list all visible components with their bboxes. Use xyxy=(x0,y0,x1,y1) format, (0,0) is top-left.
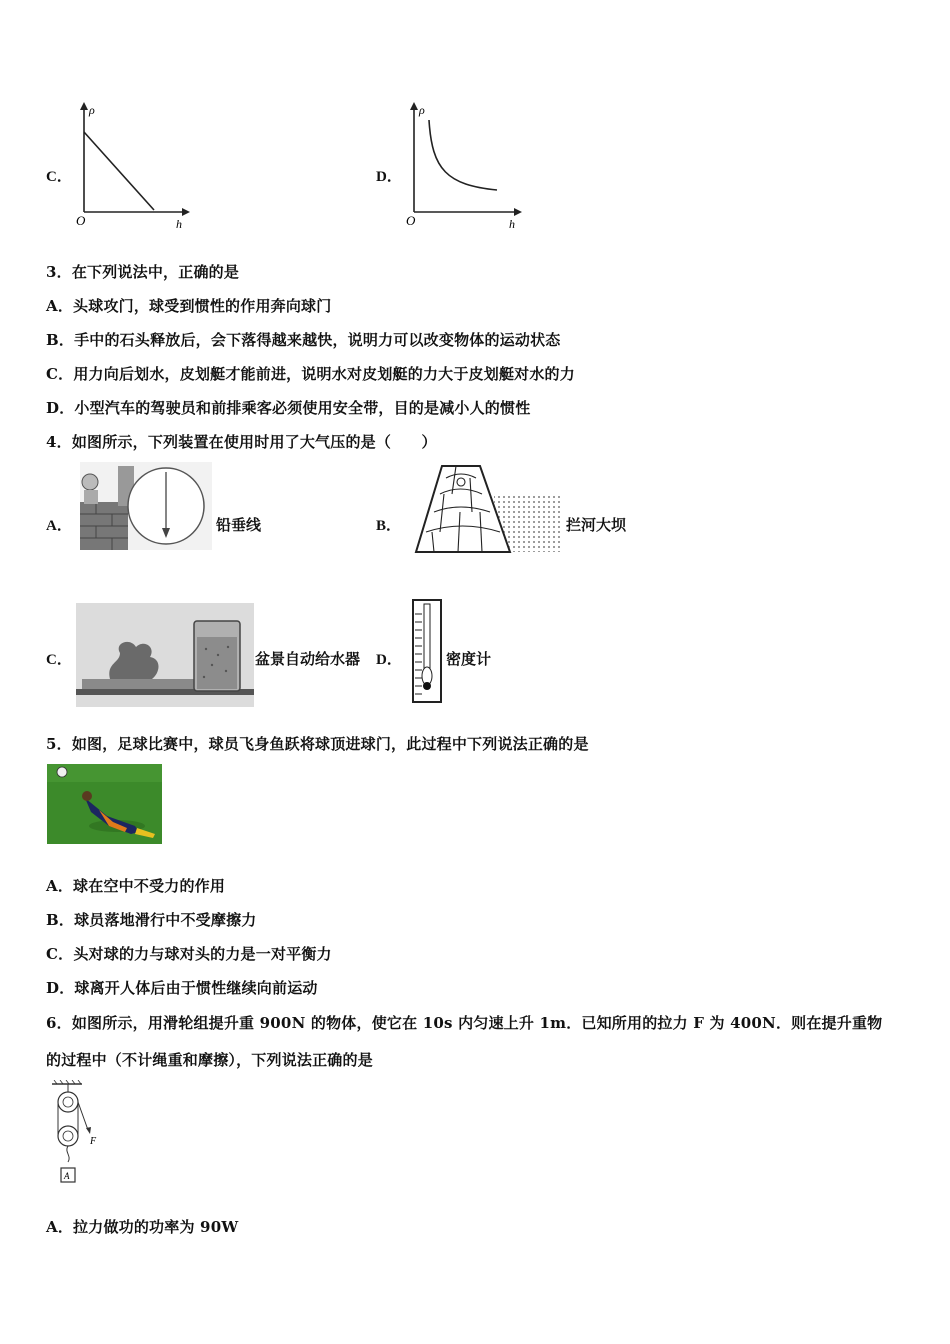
x-axis-arrow xyxy=(182,208,190,216)
q5-option-a: A．球在空中不受力的作用 xyxy=(46,877,226,895)
q3-option-a: A．头球攻门，球受到惯性的作用奔向球门 xyxy=(46,297,332,315)
q4-option-b-caption: 拦河大坝 xyxy=(566,516,627,534)
x-axis-arrow xyxy=(514,208,522,216)
y-axis-arrow xyxy=(410,102,418,110)
movable-pulley xyxy=(58,1126,78,1146)
q4-stem: 4．如图所示，下列装置在使用时用了大气压的是（ ） xyxy=(46,433,437,451)
weight-label: A xyxy=(64,1171,70,1181)
q4-option-a-caption: 铅垂线 xyxy=(216,516,262,534)
q5-option-c: C．头对球的力与球对头的力是一对平衡力 xyxy=(46,945,332,963)
fixed-pulley xyxy=(58,1092,78,1112)
q6-stem-line1: 6．如图所示，用滑轮组提升重 900N 的物体，使它在 10s 内匀速上升 1m．已知所用的拉力 F 为 400N．则在提升重物 xyxy=(46,1014,883,1032)
y-axis-label: ρ xyxy=(419,103,425,117)
q4-option-c-label: C． xyxy=(46,652,72,668)
q4-option-b-label: B． xyxy=(376,518,402,534)
q5-option-d: D．球离开人体后由于惯性继续向前运动 xyxy=(46,979,318,997)
q6-stem-line2: 的过程中（不计绳重和摩擦），下列说法正确的是 xyxy=(46,1051,373,1069)
graph-c-label: C． xyxy=(46,169,72,185)
q3-stem: 3．在下列说法中，正确的是 xyxy=(46,263,240,281)
hydrometer-image xyxy=(410,598,444,704)
bonsai-feeder-image xyxy=(76,603,254,707)
y-axis-label: ρ xyxy=(89,103,95,117)
q6-option-a: A．拉力做功的功率为 90W xyxy=(46,1218,239,1236)
x-axis-label: h xyxy=(509,217,515,230)
q5-stem: 5．如图，足球比赛中，球员飞身鱼跃将球顶进球门，此过程中下列说法正确的是 xyxy=(46,735,589,753)
q3-option-b: B．手中的石头释放后，会下落得越来越快，说明力可以改变物体的运动状态 xyxy=(46,331,561,349)
plumb-line-image xyxy=(80,462,212,550)
q3-option-c: C．用力向后划水，皮划艇才能前进，说明水对皮划艇的力大于皮划艇对水的力 xyxy=(46,365,575,383)
origin-label: O xyxy=(406,213,416,228)
q4-option-d-label: D． xyxy=(376,652,402,668)
graph-c xyxy=(72,100,192,230)
graph-d xyxy=(402,100,527,230)
graph-d-label: D． xyxy=(376,169,402,185)
force-label: F xyxy=(90,1136,97,1147)
q5-option-b: B．球员落地滑行中不受摩擦力 xyxy=(46,911,257,929)
pulley-system-image xyxy=(46,1080,110,1188)
y-axis-arrow xyxy=(80,102,88,110)
origin-label: O xyxy=(76,213,86,228)
q3-option-d: D．小型汽车的驾驶员和前排乘客必须使用安全带，目的是减小人的惯性 xyxy=(46,399,531,417)
dam-image xyxy=(412,460,562,556)
ball-icon xyxy=(57,767,67,777)
graph-c-line xyxy=(84,132,154,210)
q4-option-c-caption: 盆景自动给水器 xyxy=(255,650,361,668)
graph-d-curve xyxy=(429,120,497,190)
x-axis-label: h xyxy=(176,217,182,230)
q4-option-a-label: A． xyxy=(46,518,72,534)
soccer-photo xyxy=(47,764,162,844)
q4-option-d-caption: 密度计 xyxy=(446,650,492,668)
